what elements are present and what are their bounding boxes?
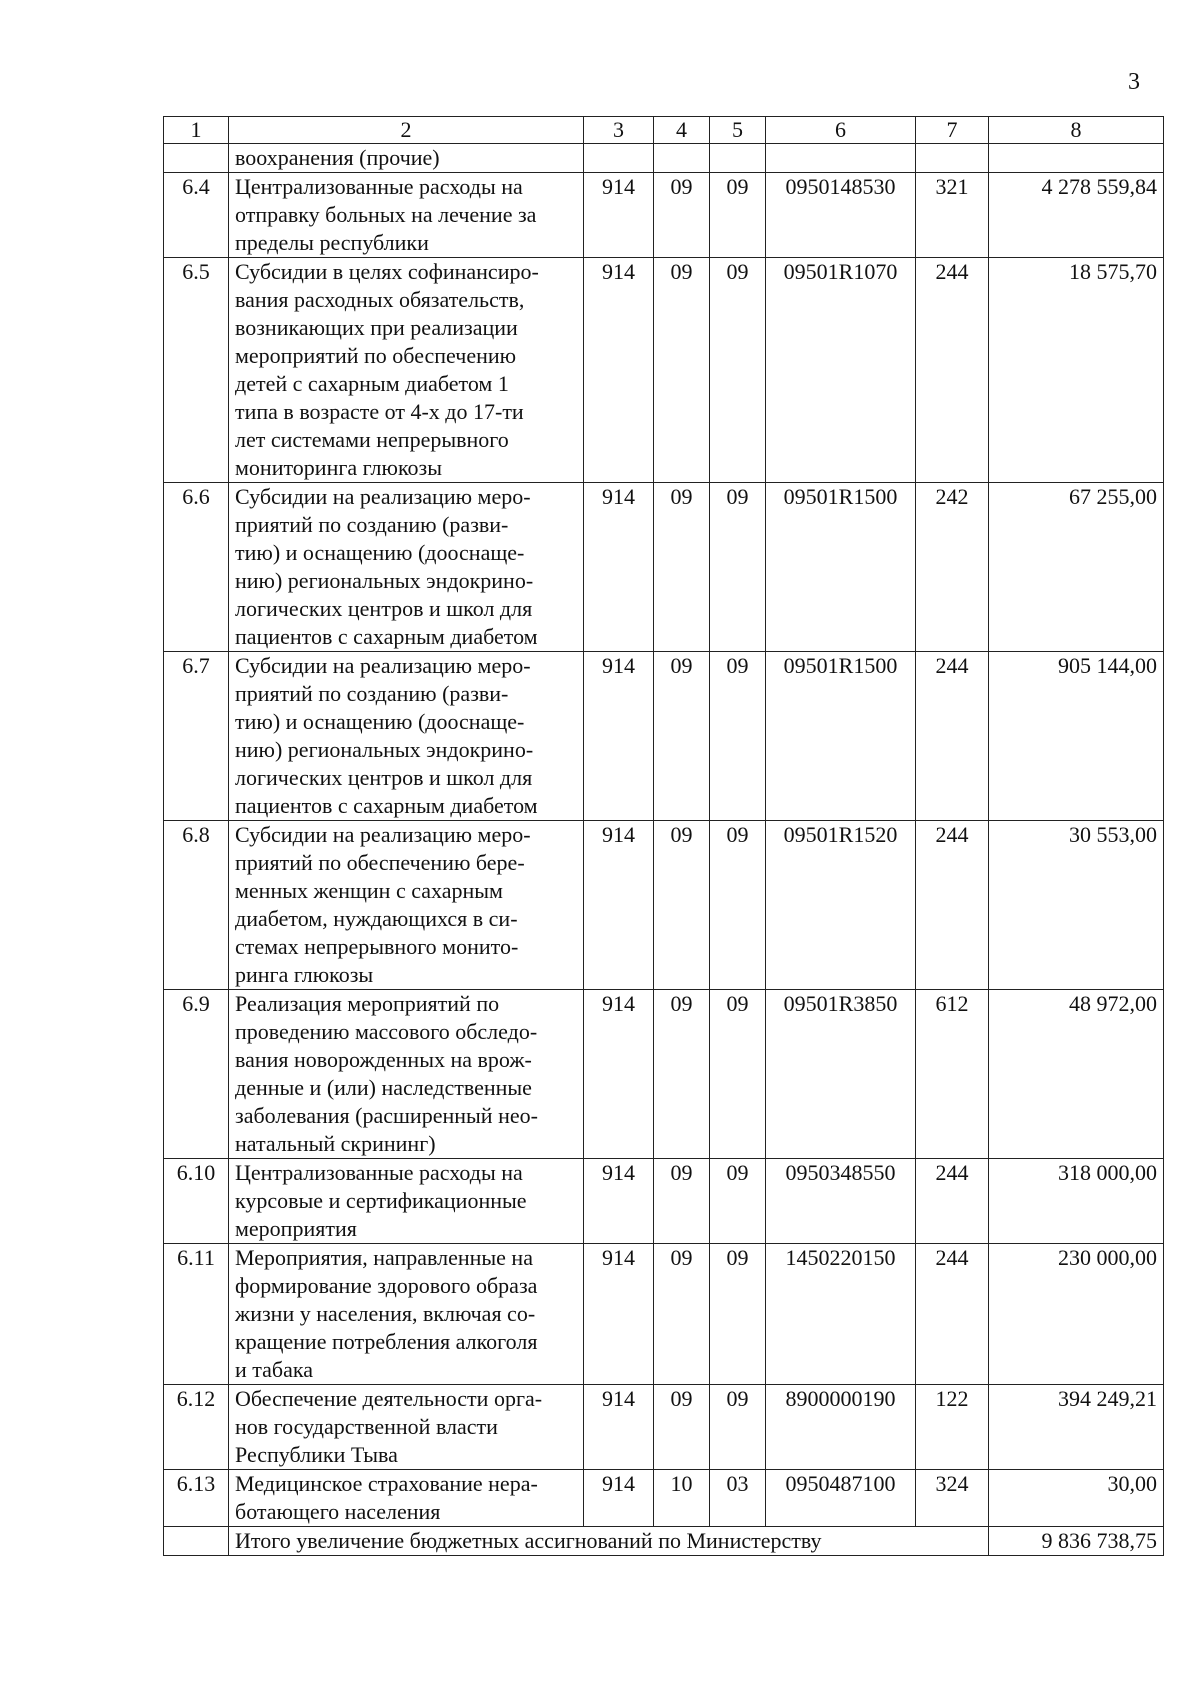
description-line: Централизованные расходы на xyxy=(235,174,523,199)
col7-cell xyxy=(916,144,989,173)
col5-cell xyxy=(710,144,766,173)
col6-cell: 8900000190 xyxy=(766,1385,916,1470)
description-line: пределы республики xyxy=(235,230,429,255)
row-number-cell: 6.4 xyxy=(164,173,229,258)
table-row xyxy=(164,1385,1164,1470)
row-number-cell: 6.8 xyxy=(164,821,229,990)
col6-cell xyxy=(766,144,916,173)
row-description-cell xyxy=(229,1385,584,1470)
amount-cell xyxy=(989,144,1164,173)
col5-cell: 09 xyxy=(710,258,766,483)
description-line: нов государственной власти xyxy=(235,1414,498,1439)
header-row xyxy=(164,117,1164,144)
description-line: логических центров и школ для xyxy=(235,596,533,621)
col3-cell: 914 xyxy=(584,1159,654,1244)
description-line: Реализация мероприятий по xyxy=(235,991,500,1016)
row-number-cell: 6.7 xyxy=(164,652,229,821)
col3-cell: 914 xyxy=(584,258,654,483)
table-row xyxy=(164,652,1164,821)
description-line: тию) и оснащению (дооснаще- xyxy=(235,540,525,565)
description-line: мероприятия xyxy=(235,1216,357,1241)
description-line: Республики Тыва xyxy=(235,1442,398,1467)
table-row xyxy=(164,990,1164,1159)
continuation-row xyxy=(164,144,1164,173)
description-line: пациентов с сахарным диабетом xyxy=(235,793,538,818)
description-line: детей с сахарным диабетом 1 xyxy=(235,371,509,396)
description-line: стемах непрерывного монито- xyxy=(235,934,519,959)
col4-cell: 09 xyxy=(654,1244,710,1385)
description-line: тию) и оснащению (дооснаще- xyxy=(235,709,525,734)
header-cell: 8 xyxy=(989,117,1164,144)
description-line: проведению массового обследо- xyxy=(235,1019,538,1044)
amount-cell: 30,00 xyxy=(989,1470,1164,1527)
row-number-cell: 6.11 xyxy=(164,1244,229,1385)
row-description-cell xyxy=(229,652,584,821)
description-line: Обеспечение деятельности орга- xyxy=(235,1386,543,1411)
description-line: мероприятий по обеспечению xyxy=(235,343,517,368)
col6-cell: 0950487100 xyxy=(766,1470,916,1527)
description-line: Субсидии на реализацию меро- xyxy=(235,822,531,847)
row-number-cell xyxy=(164,144,229,173)
description-line: Мероприятия, направленные на xyxy=(235,1245,533,1270)
description-line: нию) региональных эндокрино- xyxy=(235,568,534,593)
col7-cell: 244 xyxy=(916,821,989,990)
description-line: типа в возрасте от 4-х до 17-ти xyxy=(235,399,524,424)
row-number-cell: 6.10 xyxy=(164,1159,229,1244)
description-line: отправку больных на лечение за xyxy=(235,202,537,227)
row-description-cell xyxy=(229,1159,584,1244)
col6-cell: 09501R1520 xyxy=(766,821,916,990)
col3-cell: 914 xyxy=(584,1244,654,1385)
row-description-cell xyxy=(229,990,584,1159)
col7-cell: 244 xyxy=(916,1244,989,1385)
row-description-cell xyxy=(229,1470,584,1527)
col4-cell: 09 xyxy=(654,652,710,821)
total-empty-cell xyxy=(164,1527,229,1556)
col4-cell: 09 xyxy=(654,1385,710,1470)
amount-cell: 4 278 559,84 xyxy=(989,173,1164,258)
col6-cell: 09501R3850 xyxy=(766,990,916,1159)
description-line: лет системами непрерывного xyxy=(235,427,509,452)
amount-cell: 18 575,70 xyxy=(989,258,1164,483)
amount-cell: 905 144,00 xyxy=(989,652,1164,821)
description-line: курсовые и сертификационные xyxy=(235,1188,527,1213)
description-line: логических центров и школ для xyxy=(235,765,533,790)
amount-cell: 318 000,00 xyxy=(989,1159,1164,1244)
description-line: Субсидии на реализацию меро- xyxy=(235,484,531,509)
table-row xyxy=(164,1159,1164,1244)
col4-cell: 09 xyxy=(654,258,710,483)
description-line: диабетом, нуждающихся в си- xyxy=(235,906,518,931)
col5-cell: 09 xyxy=(710,990,766,1159)
col7-cell: 242 xyxy=(916,483,989,652)
col6-cell: 09501R1500 xyxy=(766,652,916,821)
header-cell: 3 xyxy=(584,117,654,144)
amount-cell: 394 249,21 xyxy=(989,1385,1164,1470)
description-line: менных женщин с сахарным xyxy=(235,878,503,903)
col3-cell: 914 xyxy=(584,173,654,258)
row-description-cell xyxy=(229,173,584,258)
col5-cell: 09 xyxy=(710,1244,766,1385)
col5-cell: 09 xyxy=(710,1159,766,1244)
header-cell: 5 xyxy=(710,117,766,144)
row-number-cell: 6.9 xyxy=(164,990,229,1159)
row-description-cell xyxy=(229,1244,584,1385)
col4-cell xyxy=(654,144,710,173)
total-row xyxy=(164,1527,1164,1556)
header-cell: 2 xyxy=(229,117,584,144)
col7-cell: 244 xyxy=(916,652,989,821)
amount-cell: 48 972,00 xyxy=(989,990,1164,1159)
col4-cell: 09 xyxy=(654,173,710,258)
description-line: заболевания (расширенный нео- xyxy=(235,1103,538,1128)
col5-cell: 09 xyxy=(710,821,766,990)
page-number: 3 xyxy=(1128,69,1140,95)
col5-cell: 03 xyxy=(710,1470,766,1527)
col5-cell: 09 xyxy=(710,652,766,821)
description-line: пациентов с сахарным диабетом xyxy=(235,624,538,649)
col7-cell: 122 xyxy=(916,1385,989,1470)
row-number-cell: 6.13 xyxy=(164,1470,229,1527)
col4-cell: 09 xyxy=(654,821,710,990)
amount-cell: 30 553,00 xyxy=(989,821,1164,990)
col4-cell: 10 xyxy=(654,1470,710,1527)
row-description-cell: воохранения (прочие) xyxy=(229,144,584,173)
table-row xyxy=(164,483,1164,652)
row-number-cell: 6.5 xyxy=(164,258,229,483)
col4-cell: 09 xyxy=(654,990,710,1159)
col3-cell: 914 xyxy=(584,1385,654,1470)
description-line: ботающего населения xyxy=(235,1499,441,1524)
header-cell: 1 xyxy=(164,117,229,144)
description-line: вания новорожденных на врож- xyxy=(235,1047,532,1072)
col6-cell: 09501R1070 xyxy=(766,258,916,483)
description-line: приятий по обеспечению бере- xyxy=(235,850,525,875)
col3-cell: 914 xyxy=(584,821,654,990)
description-line: натальный скрининг) xyxy=(235,1131,436,1156)
description-line: формирование здорового образа xyxy=(235,1273,538,1298)
description-line: кращение потребления алкоголя xyxy=(235,1329,538,1354)
col5-cell: 09 xyxy=(710,483,766,652)
description-line: приятий по созданию (разви- xyxy=(235,681,509,706)
col3-cell: 914 xyxy=(584,990,654,1159)
col7-cell: 244 xyxy=(916,1159,989,1244)
col7-cell: 324 xyxy=(916,1470,989,1527)
total-label-cell: Итого увеличение бюджетных ассигнований по Министерству xyxy=(229,1527,989,1556)
description-line: возникающих при реализации xyxy=(235,315,518,340)
col7-cell: 244 xyxy=(916,258,989,483)
col4-cell: 09 xyxy=(654,1159,710,1244)
row-description-cell xyxy=(229,821,584,990)
description-line: ринга глюкозы xyxy=(235,962,374,987)
col6-cell: 09501R1500 xyxy=(766,483,916,652)
table-body xyxy=(164,117,1164,1556)
description-line: мониторинга глюкозы xyxy=(235,455,442,480)
col6-cell: 1450220150 xyxy=(766,1244,916,1385)
row-number-cell: 6.6 xyxy=(164,483,229,652)
col7-cell: 321 xyxy=(916,173,989,258)
table-row xyxy=(164,173,1164,258)
description-line: Субсидии в целях софинансиро- xyxy=(235,259,539,284)
col6-cell: 0950148530 xyxy=(766,173,916,258)
amount-cell: 67 255,00 xyxy=(989,483,1164,652)
table-row xyxy=(164,1470,1164,1527)
header-cell: 6 xyxy=(766,117,916,144)
description-line: Централизованные расходы на xyxy=(235,1160,523,1185)
col3-cell: 914 xyxy=(584,483,654,652)
col3-cell: 914 xyxy=(584,1470,654,1527)
total-amount-cell: 9 836 738,75 xyxy=(989,1527,1164,1556)
description-line: Медицинское страхование нера- xyxy=(235,1471,538,1496)
header-cell: 7 xyxy=(916,117,989,144)
budget-table xyxy=(163,116,1164,1556)
table-row xyxy=(164,258,1164,483)
col5-cell: 09 xyxy=(710,173,766,258)
description-line: жизни у населения, включая со- xyxy=(235,1301,536,1326)
row-number-cell: 6.12 xyxy=(164,1385,229,1470)
col3-cell: 914 xyxy=(584,652,654,821)
table-row xyxy=(164,1244,1164,1385)
amount-cell: 230 000,00 xyxy=(989,1244,1164,1385)
col3-cell xyxy=(584,144,654,173)
col5-cell: 09 xyxy=(710,1385,766,1470)
col6-cell: 0950348550 xyxy=(766,1159,916,1244)
header-cell: 4 xyxy=(654,117,710,144)
description-line: и табака xyxy=(235,1357,313,1382)
description-line: вания расходных обязательств, xyxy=(235,287,525,312)
row-description-cell xyxy=(229,258,584,483)
col7-cell: 612 xyxy=(916,990,989,1159)
description-line: приятий по созданию (разви- xyxy=(235,512,509,537)
col4-cell: 09 xyxy=(654,483,710,652)
description-line: денные и (или) наследственные xyxy=(235,1075,532,1100)
row-description-cell xyxy=(229,483,584,652)
description-line: Субсидии на реализацию меро- xyxy=(235,653,531,678)
table-row xyxy=(164,821,1164,990)
description-line: нию) региональных эндокрино- xyxy=(235,737,534,762)
